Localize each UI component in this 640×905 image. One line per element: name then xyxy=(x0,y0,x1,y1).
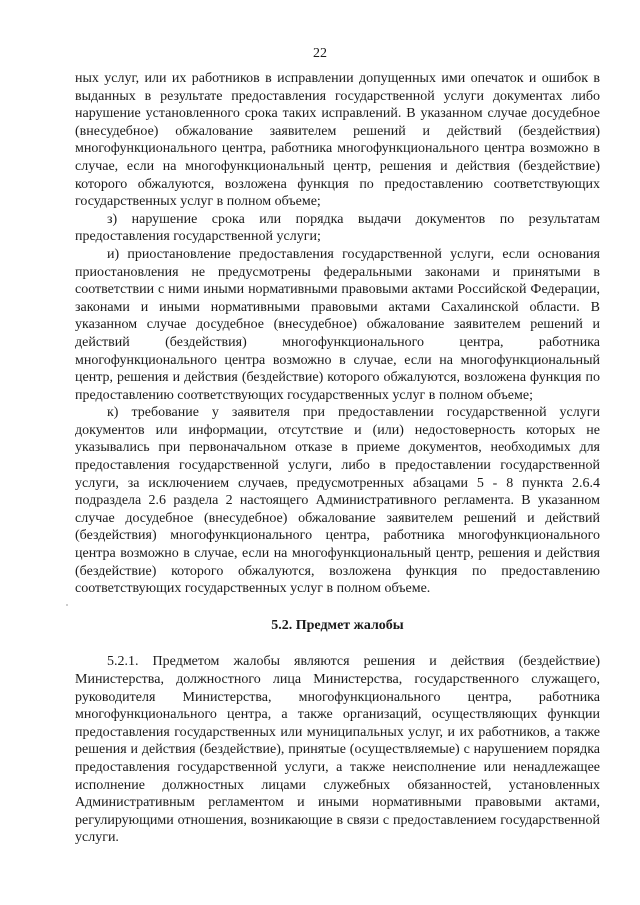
list-item-k: к) требование у заявителя при предоставлении государственной услуги документов или информации, отсутствие и (или) недостоверность которых не указывались при первоначальном отказе в приеме документов, необходимых для предоставления государственной услуги, либо в предоставлении государственной услуги, за исключением случаев, предусмотренных абзацами 5 - 8 пункта 2.6.4 подраздела 2.6 раздела 2 настоящего Административного регламента. В указанном случае досудебное (внесудебное) обжалование заявителем решений и действий (бездействия) многофункционального центра, работника многофункционального центра возможно в случае, если на многофункциональный центр, решения и действия (бездействие) которого обжалуются, возложена функция по предоставлению соответствующих государственных услуг в полном объеме. xyxy=(75,405,600,597)
paragraph-5-2-1: 5.2.1. Предметом жалобы являются решения и действия (бездействие) Министерства, должностного лица Министерства, государственного служащего, руководителя Министерства, многофункционального центра, работника многофункционального центра, а также организаций, осуществляющих функции предоставления государственных или муниципальных услуг, и их работников, а также решения и действия (бездействие), принятые (осуществляемые) с нарушением порядка предоставления государственной услуги, а также неисполнение или ненадлежащее исполнение должностных лицами служебных обязанностей, установленных Административным регламентом и иными нормативными правовыми актами, регулирующими отношения, возникающие в связи с предоставлением государственной услуги. xyxy=(75,654,600,846)
list-item-i: и) приостановление предоставления государственной услуги, если основания приостановления не предусмотрены федеральными законами и принятыми в соответствии с ними иными нормативными правовыми актами Российской Федерации, законами и иными нормативными правовыми актами Сахалинской области. В указанном случае досудебное (внесудебное) обжалование заявителем решений и действий (бездействия) многофункционального центра, работника многофункционального центра возможно в случае, если на многофункциональный центр, решения и действия (бездействие) которого обжалуются, возложена функция по предоставлению соответствующих государственных услуг в полном объеме; xyxy=(75,246,600,403)
paragraph-intro-continuation: ных услуг, или их работников в исправлении допущенных ими опечаток и ошибок в выданных в результате предоставления государственной услуги документах либо нарушение установленного срока таких исправлений. В указанном случае досудебное (внесудебное) обжалование заявителем решений и действий (бездействия) многофункционального центра, работника многофункционального центра возможно в случае, если на многофункциональный центр, решения и действия (бездействие) которого обжалуются, возложена функция по предоставлению соответствующих государственных услуг в полном объеме; xyxy=(75,71,600,210)
scan-speck xyxy=(66,604,68,606)
section-heading-5-2: 5.2. Предмет жалобы xyxy=(271,617,404,633)
list-item-z: з) нарушение срока или порядка выдачи документов по результатам предоставления государственной услуги; xyxy=(75,211,600,245)
document-body xyxy=(75,70,600,847)
page-number: 22 xyxy=(313,46,327,61)
